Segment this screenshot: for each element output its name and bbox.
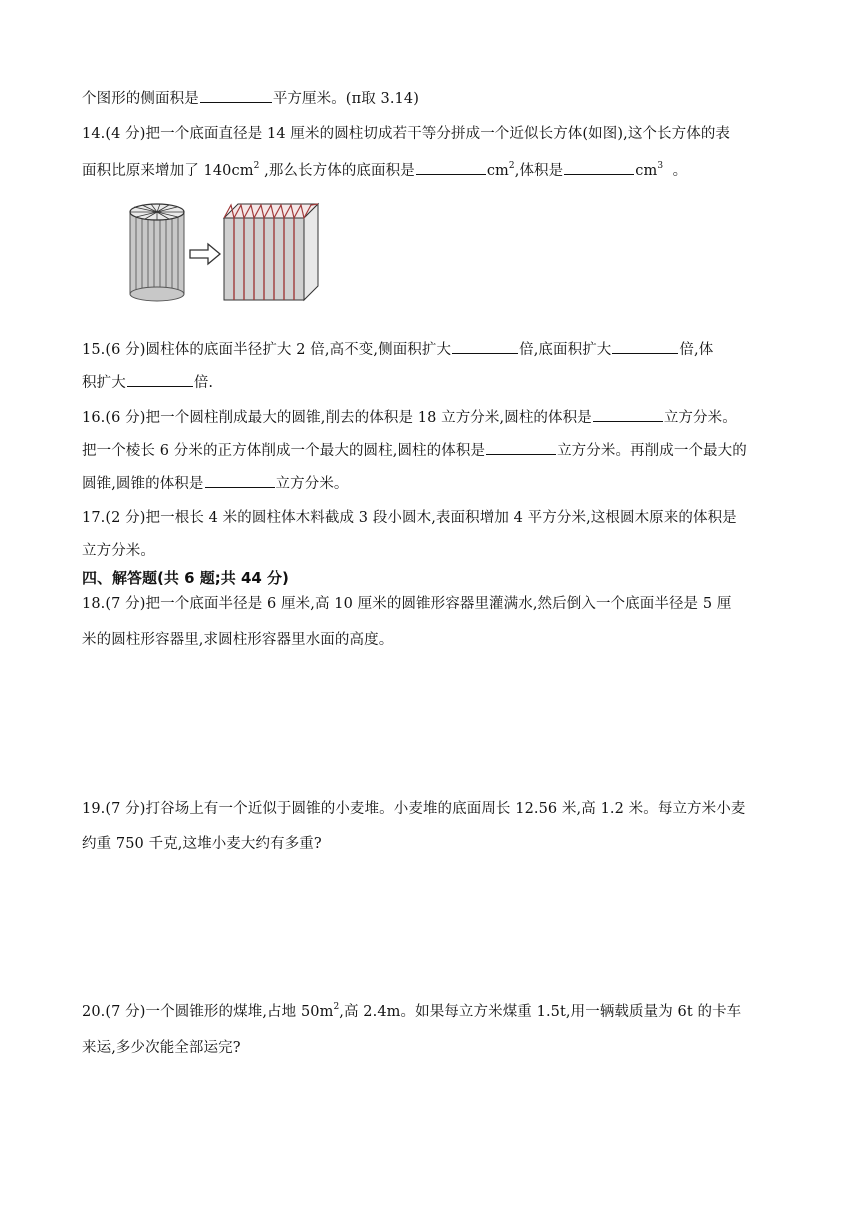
question-15-line-1: 15.(6 分)圆柱体的底面半径扩大 2 倍,高不变,侧面积扩大 倍,底面积扩大 倍,体 xyxy=(82,339,713,360)
answer-blank[interactable] xyxy=(200,88,272,103)
answer-blank[interactable] xyxy=(564,160,634,175)
arrow-right-icon xyxy=(190,244,220,264)
answer-blank[interactable] xyxy=(486,440,556,455)
answer-blank[interactable] xyxy=(416,160,486,175)
question-13-fragment: 个图形的侧面积是 平方厘米。(π取 3.14) xyxy=(82,88,419,109)
answer-blank[interactable] xyxy=(612,339,678,354)
question-20-line-2: 来运,多少次能全部运完? xyxy=(82,1040,241,1056)
answer-blank[interactable] xyxy=(205,473,275,488)
answer-blank[interactable] xyxy=(452,339,518,354)
question-19-line-2: 约重 750 千克,这堆小麦大约有多重? xyxy=(82,836,322,852)
question-16-line-2: 把一个棱长 6 分米的正方体削成一个最大的圆柱,圆柱的体积是 立方分米。再削成一个最大的 xyxy=(82,440,747,461)
question-14-line-1: 14.(4 分)把一个底面直径是 14 厘米的圆柱切成若干等分拼成一个近似长方体(如图),这个长方体的表 xyxy=(82,126,731,142)
question-15-line-2: 积扩大 倍. xyxy=(82,372,213,393)
answer-blank[interactable] xyxy=(593,407,663,422)
answer-blank[interactable] xyxy=(127,372,193,387)
question-18-line-2: 米的圆柱形容器里,求圆柱形容器里水面的高度。 xyxy=(82,632,394,648)
question-16-line-3: 圆锥,圆锥的体积是 立方分米。 xyxy=(82,473,349,494)
question-16-line-1: 16.(6 分)把一个圆柱削成最大的圆锥,削去的体积是 18 立方分米,圆柱的体积是 立方分米。 xyxy=(82,407,737,428)
section-heading: 四、解答题(共 6 题;共 44 分) xyxy=(82,569,289,587)
question-17-line-1: 17.(2 分)把一根长 4 米的圆柱体木料截成 3 段小圆木,表面积增加 4 平方分米,这根圆木原来的体积是 xyxy=(82,510,737,526)
question-20-line-1: 20.(7 分)一个圆锥形的煤堆,占地 $50m^2$,高 2.4m。如果每立方米煤重 1.5t,用一辆载质量为 6t 的卡车 xyxy=(82,1002,742,1020)
question-17-line-2: 立方分米。 xyxy=(82,543,155,559)
question-19-line-1: 19.(7 分)打谷场上有一个近似于圆锥的小麦堆。小麦堆的底面周长 12.56 米,高 1.2 米。每立方米小麦 xyxy=(82,801,746,817)
question-18-line-1: 18.(7 分)把一个底面半径是 6 厘米,高 10 厘米的圆锥形容器里灌满水,然后倒入一个底面半径是 5 厘 xyxy=(82,596,732,612)
cylinder-icon xyxy=(130,204,184,301)
cuboid-icon xyxy=(224,204,318,300)
question-14-line-2: 面积比原来增加了 $140cm^2$ ,那么长方体的底面积是 $cm^2$,体积是 $cm^3$ 。 xyxy=(82,161,688,179)
cylinder-to-cuboid-figure xyxy=(124,200,334,306)
